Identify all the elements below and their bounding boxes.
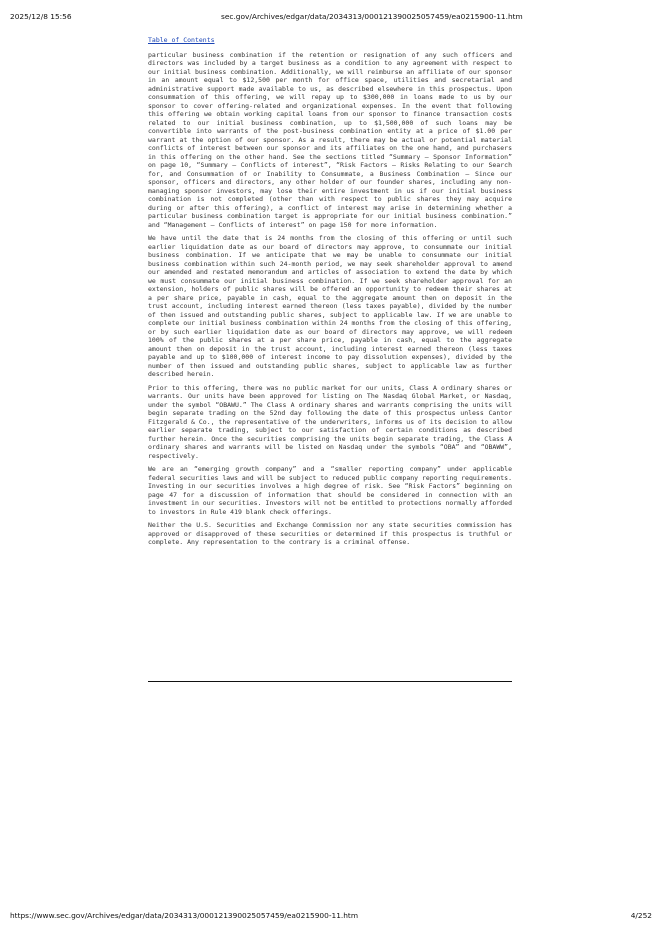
print-title: sec.gov/Archives/edgar/data/2034313/000121390025057459/ea0215900-11.htm [221, 12, 523, 21]
paragraph-conflicts: particular business combination if the retention or resignation of any such officers and directors was included by a target business as a condition to any agreement with respect to our initial business combination. Additionally, we will reimburse an affiliate of our sponsor in an amount equal to $12,500 per month for office space, utilities and secretarial and administrative support made available to us, as described elsewhere in this prospectus. Upon consummation of this offering, we will repay up to $300,000 in loans made to us by our sponsor to cover offering-related and organizational expenses. In the event that following this offering we obtain working capital loans from our sponsor to finance transaction costs related to our initial business combination, up to $1,500,000 of such loans may be convertible into warrants of the post-business combination entity at a price of $1.00 per warrant at the option of our sponsor. As a result, there may be actual or potential material conflicts of interest between our sponsor and its affiliates on the one hand, and purchasers in this offering on the other hand. See the sections titled “Summary — Sponsor Information” on page 10, “Summary — Conflicts of interest”, “Risk Factors — Risks Relating to our Search for, and Consummation of or Inability to Consummate, a Business Combination — Since our sponsor, officers and directors, any other holder of our founder shares, including any non-managing sponsor investors, may lose their entire investment in us if our initial business combination is not completed (other than with respect to public shares they may acquire during or after this offering), a conflict of interest may arise in determining whether a particular business combination target is appropriate for our initial business combination.” and “Management — Conflicts of interest” on page 150 for more information. [148, 50, 512, 229]
page-number: 4/252 [630, 911, 652, 920]
section-divider [148, 681, 512, 682]
print-datetime: 2025/12/8 15:56 [10, 12, 72, 21]
document-body [148, 36, 512, 552]
table-of-contents-link[interactable]: Table of Contents [148, 36, 215, 44]
print-url: https://www.sec.gov/Archives/edgar/data/2034313/000121390025057459/ea0215900-11.htm [10, 911, 359, 920]
paragraph-listing: Prior to this offering, there was no public market for our units, Class A ordinary shares or warrants. Our units have been approved for listing on The Nasdaq Global Market, or Nasdaq, under the symbol “OBAWU.” The Class A ordinary shares and warrants comprising the units will begin separate trading on the 52nd day following the date of this prospectus unless Cantor Fitzgerald & Co., the representative of the underwriters, informs us of its decision to allow earlier separate trading, subject to our satisfaction of certain conditions as described further herein. Once the securities comprising the units begin separate trading, the Class A ordinary shares and warrants will be listed on Nasdaq under the symbols “OBA” and “OBAWW”, respectively. [148, 383, 512, 460]
paragraph-emerging-growth: We are an “emerging growth company” and a “smaller reporting company” under applicable federal securities laws and will be subject to reduced public company reporting requirements. Investing in our securities involves a high degree of risk. See “Risk Factors” beginning on page 47 for a discussion of information that should be considered in connection with an investment in our securities. Investors will not be entitled to protections normally afforded to investors in Rule 419 blank check offerings. [148, 465, 512, 516]
paragraph-deadline: We have until the date that is 24 months from the closing of this offering or until such earlier liquidation date as our board of directors may approve, to consummate our initial business combination. If we anticipate that we may be unable to consummate our initial business combination within such 24-month period, we may seek shareholder approval to amend our amended and restated memorandum and articles of association to extend the date by which we must consummate our initial business combination. If we seek shareholder approval for an extension, holders of public shares will be offered an opportunity to redeem their shares at a per share price, payable in cash, equal to the aggregate amount then on deposit in the trust account, including interest earned thereon (less taxes payable), divided by the number of then issued and outstanding public shares, subject to applicable law. If we are unable to complete our initial business combination within 24 months from the closing of this offering, or by such earlier liquidation date as our board of directors may approve, we will redeem 100% of the public shares at a per share price, payable in cash, equal to the aggregate amount then on deposit in the trust account, including interest earned thereon (less taxes payable and up to $100,000 of interest income to pay dissolution expenses), divided by the number of then issued and outstanding public shares, subject to applicable law as further described herein. [148, 234, 512, 378]
paragraph-sec-disclaimer: Neither the U.S. Securities and Exchange Commission nor any state securities commission has approved or disapproved of these securities or determined if this prospectus is truthful or complete. Any representation to the contrary is a criminal offense. [148, 521, 512, 546]
